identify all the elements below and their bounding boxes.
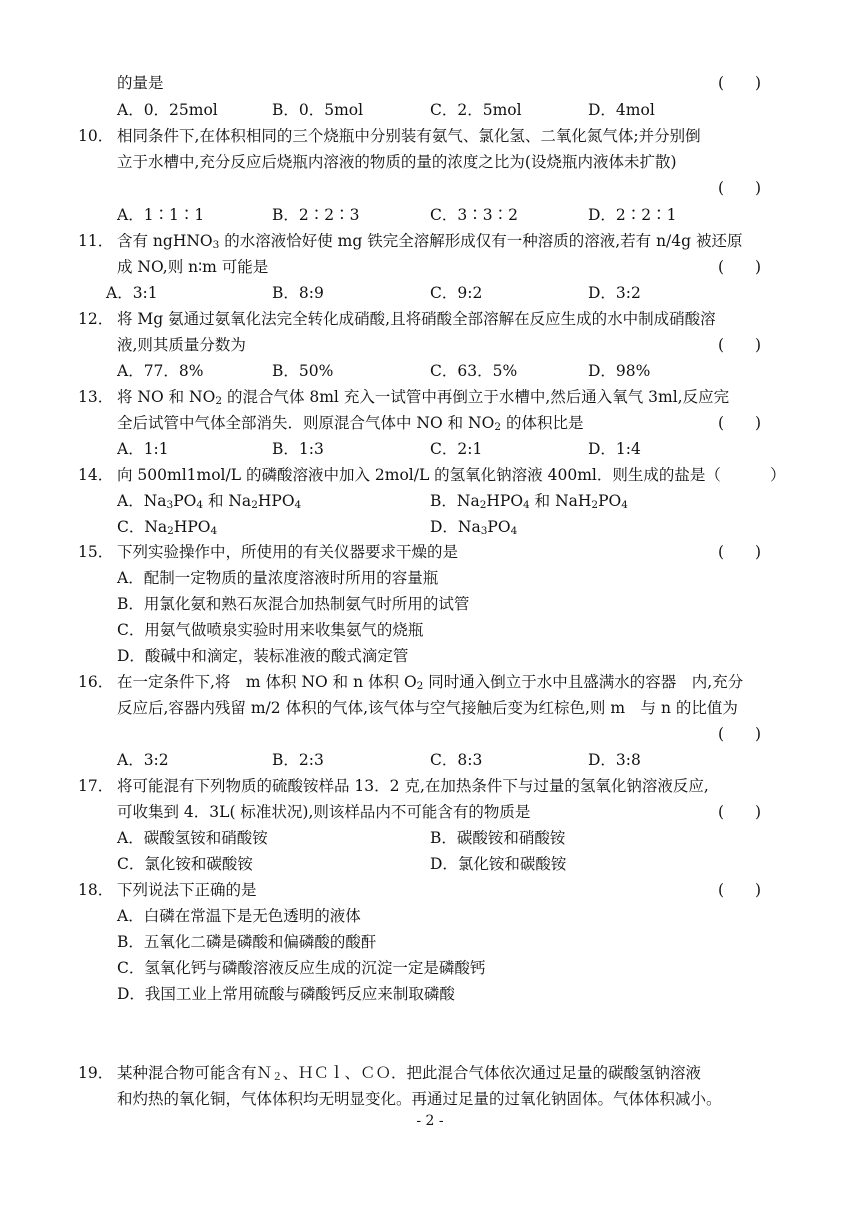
q13-text-line2: 全后试管中气体全部消失．则原混合气体中 NO 和 $NO_2$ 的体积比是 (117, 414, 584, 433)
q16-option-b: B．2:3 (272, 751, 324, 769)
q10-option-a: A．1∶1∶1 (117, 206, 205, 224)
q17-option-c: C．氯化铵和碳酸铵 (117, 855, 253, 873)
answer-blank: ( ) (718, 179, 762, 197)
q13-number: 13． (78, 388, 114, 406)
q12-option-d: D．98% (588, 362, 651, 380)
q14-option-d: D．$Na_3PO_4$ (430, 518, 518, 537)
q14-paren-close: ） (770, 466, 786, 484)
q17-option-a: A．碳酸氢铵和硝酸铵 (117, 829, 268, 847)
q18-text-line1: 下列说法下正确的是 (117, 881, 257, 899)
q14-number: 14． (78, 466, 114, 484)
q13-text-line1: 将 NO 和 $NO_2$ 的混合气体 8ml 充入一试管中再倒立于水槽中,然后通入氧气 3ml,反应完 (117, 388, 730, 407)
q16-number: 16． (78, 673, 114, 691)
q10-text-line2: 立于水槽中,充分反应后烧瓶内溶液的物质的量的浓度之比为(设烧瓶内液体未扩散) (117, 153, 677, 171)
q17-number: 17． (78, 777, 114, 795)
q17-option-b: B．碳酸铵和硝酸铵 (430, 829, 566, 847)
q15-option-c: C．用氨气做喷泉实验时用来收集氨气的烧瓶 (117, 621, 424, 639)
q13-option-a: A．1:1 (117, 440, 169, 458)
answer-blank: ( ) (718, 543, 762, 561)
q19-text-line2: 和灼热的氧化铜，气体体积均无明显变化。再通过足量的过氧化钠固体。气体体积减小。 (117, 1090, 722, 1108)
q15-option-d: D．酸碱中和滴定，装标准液的酸式滴定管 (117, 647, 409, 665)
answer-blank: ( ) (718, 725, 762, 743)
answer-blank: ( ) (718, 74, 762, 92)
q10-text-line1: 相同条件下,在体积相同的三个烧瓶中分别装有氨气、氯化氢、二氧化氮气体;并分别倒 (117, 127, 701, 145)
q10-option-b: B．2∶2∶3 (272, 206, 360, 224)
q14-text-line1: 向 500ml1mol/L 的磷酸溶液中加入 2mol/L 的氢氧化钠溶液 400ml．则生成的盐是（ (117, 466, 721, 484)
q15-option-b: B．用氯化氨和熟石灰混合加热制氨气时所用的试管 (117, 595, 470, 613)
q16-text-line2: 反应后,容器内残留 m/2 体积的气体,该气体与空气接触后变为红棕色,则 m 与 n 的比值为 (117, 699, 738, 717)
q16-option-a: A．3:2 (117, 751, 169, 769)
q16-option-d: D．3:8 (588, 751, 641, 769)
q11-option-a: A．3:1 (106, 284, 158, 302)
answer-blank: ( ) (718, 803, 762, 821)
q12-option-a: A．77．8% (117, 362, 204, 380)
answer-blank: ( ) (718, 414, 762, 432)
answer-blank: ( ) (718, 881, 762, 899)
q9-option-b: B．0．5mol (272, 101, 364, 119)
q13-option-c: C．2:1 (430, 440, 483, 458)
q11-number: 11． (78, 232, 114, 250)
q14-option-b: B．$Na_2HPO_4$ 和 $NaH_2PO_4$ (430, 492, 628, 511)
q9-option-c: C．2．5mol (430, 101, 522, 119)
answer-blank: ( ) (718, 336, 762, 354)
q18-option-b: B．五氧化二磷是磷酸和偏磷酸的酸酐 (117, 933, 377, 951)
q12-text-line2: 液,则其质量分数为 (117, 336, 246, 354)
q18-number: 18． (78, 881, 114, 899)
q11-option-b: B．8:9 (272, 284, 324, 302)
q12-number: 12． (78, 310, 114, 328)
q12-option-c: C．63．5% (430, 362, 518, 380)
q14-option-c: C．$Na_2HPO_4$ (117, 518, 218, 537)
q17-option-d: D．氯化铵和碳酸铵 (430, 855, 567, 873)
q11-text-line2: 成 NO,则 n∶m 可能是 (117, 258, 269, 276)
q17-text-line2: 可收集到 4．3L( 标准状况),则该样品内不可能含有的物质是 (117, 803, 531, 821)
q11-option-c: C．9:2 (430, 284, 483, 302)
q9-text-tail: 的量是 (117, 74, 164, 92)
q14-option-a: A．$Na_3PO_4$ 和 $Na_2HPO_4$ (117, 492, 302, 511)
q15-text-line1: 下列实验操作中，所使用的有关仪器要求干燥的是 (117, 543, 459, 561)
q16-option-c: C．8:3 (430, 751, 483, 769)
q17-text-line1: 将可能混有下列物质的硫酸铵样品 13．2 克,在加热条件下与过量的氢氧化钠溶液反应, (117, 777, 709, 795)
q18-option-c: C．氢氧化钙与磷酸溶液反应生成的沉淀一定是磷酸钙 (117, 959, 486, 977)
q9-option-a: A．0．25mol (117, 101, 218, 119)
q16-text-line1: 在一定条件下,将 m 体积 NO 和 n 体积 $O_2$ 同时通入倒立于水中且盛满水的容器 内,充分 (117, 673, 744, 692)
q18-option-a: A．白磷在常温下是无色透明的液体 (117, 907, 361, 925)
q19-text-line1: 某种混合物可能含有Ｎ$_2$、ＨＣｌ、ＣＯ．把此混合气体依次通过足量的碳酸氢钠溶液 (117, 1064, 702, 1083)
answer-blank: ( ) (718, 258, 762, 276)
q10-option-c: C．3∶3∶2 (430, 206, 518, 224)
q15-option-a: A．配制一定物质的量浓度溶液时所用的容量瓶 (117, 569, 439, 587)
q13-option-d: D．1:4 (588, 440, 641, 458)
q11-option-d: D．3:2 (588, 284, 641, 302)
page-number: - 2 - (416, 1113, 444, 1129)
q9-option-d: D．4mol (588, 101, 655, 119)
q12-option-b: B．50% (272, 362, 334, 380)
q10-number: 10． (78, 127, 114, 145)
q18-option-d: D．我国工业上常用硫酸与磷酸钙反应来制取磷酸 (117, 985, 455, 1003)
q10-option-d: D．2∶2∶1 (588, 206, 677, 224)
q15-number: 15． (78, 543, 114, 561)
q19-number: 19． (78, 1064, 114, 1082)
q13-option-b: B．1:3 (272, 440, 324, 458)
q12-text-line1: 将 Mg 氨通过氨氧化法完全转化成硝酸,且将硝酸全部溶解在反应生成的水中制成硝酸溶 (117, 310, 716, 328)
q11-text-line1: 含有 ngHNO$_3$ 的水溶液恰好使 mg 铁完全溶解形成仅有一种溶质的溶液,若有 n/4g 被还原 (117, 232, 743, 251)
